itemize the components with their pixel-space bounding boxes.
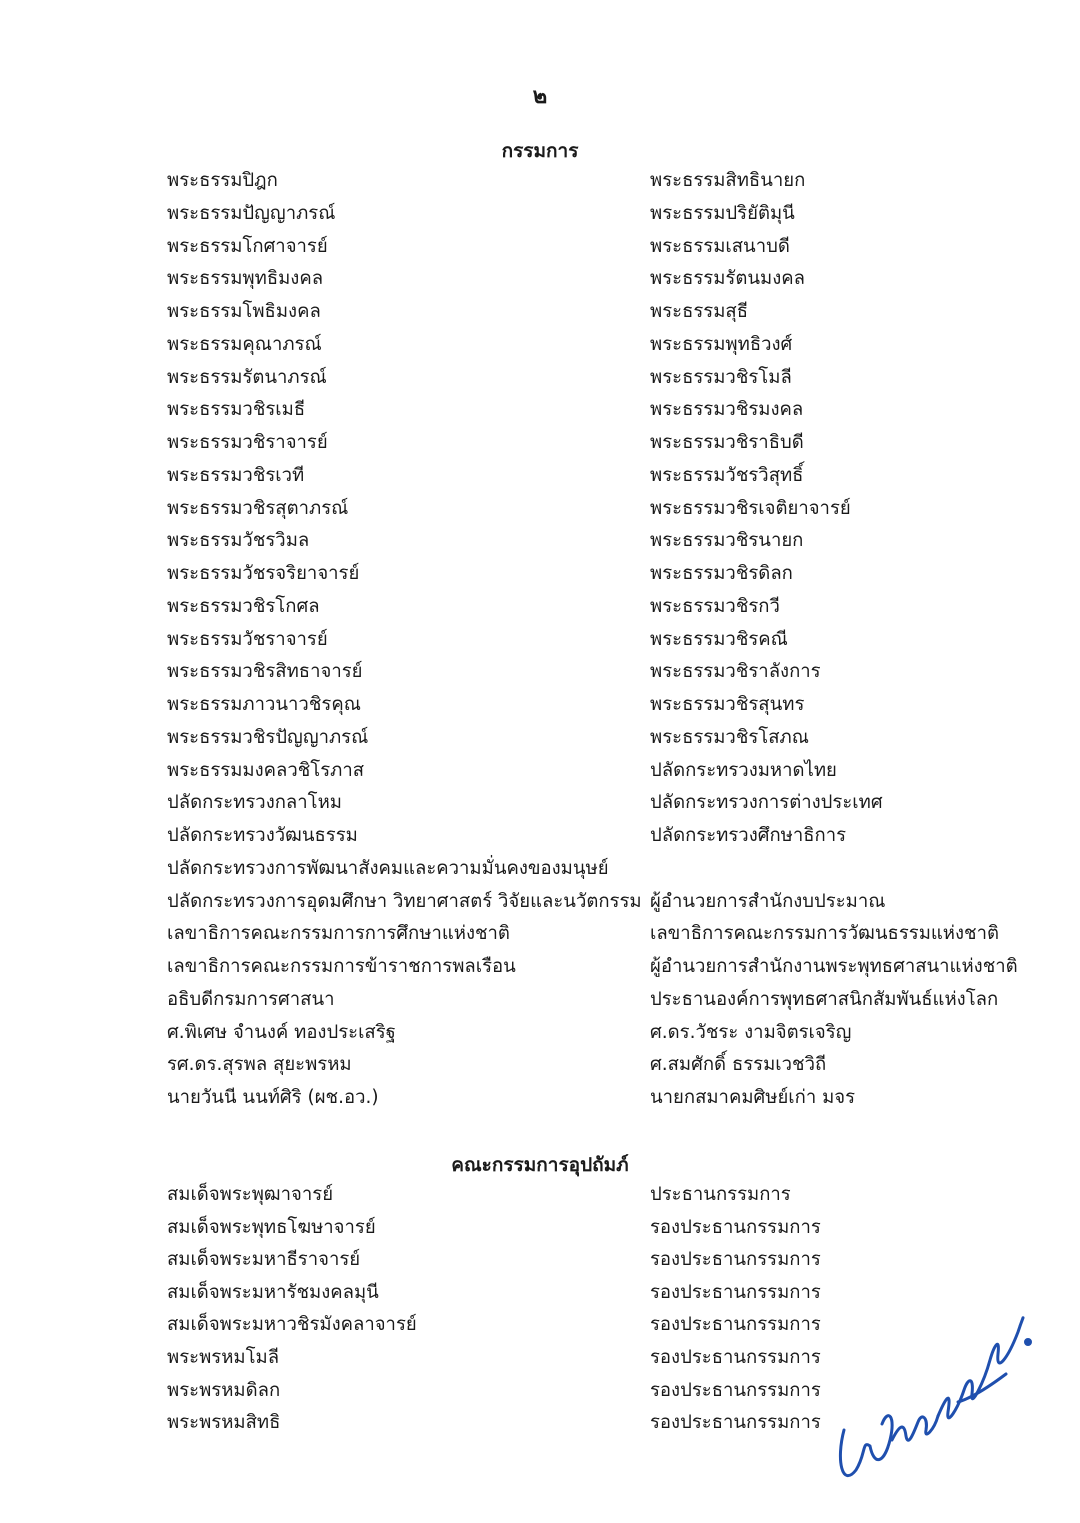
member-name: พระธรรมโกศาจารย์ [167, 235, 328, 257]
member-name: พระธรรมวชิรกวี [650, 595, 780, 617]
member-name: พระธรรมสุธี [650, 301, 749, 322]
list-row [167, 984, 1047, 1016]
list-row [167, 231, 1047, 263]
member-name: พระธรรมวชิรปัญญาภรณ์ [167, 726, 369, 748]
list-row [167, 886, 1047, 918]
member-name: สมเด็จพระมหารัชมงคลมุนี [167, 1281, 379, 1303]
list-row [167, 1017, 1047, 1049]
member-name: พระธรรมวชิราลังการ [650, 661, 821, 683]
list-row [167, 591, 1047, 623]
member-name: พระธรรมมงคลวชิโรภาส [167, 759, 365, 781]
member-role: รองประธานกรรมการ [650, 1281, 821, 1303]
member-name: พระธรรมวชิราจารย์ [167, 432, 328, 453]
list-row [167, 1082, 1047, 1114]
member-name: สมเด็จพระพุทธโฆษาจารย์ [167, 1216, 376, 1238]
list-row [167, 493, 1047, 525]
member-name: พระธรรมวัชรวิมล [167, 530, 310, 552]
list-row [167, 558, 1047, 590]
member-name: พระธรรมปริยัติมุนี [650, 202, 795, 224]
list-row [167, 1212, 1047, 1244]
member-name: พระธรรมวัชรวิสุทธิ์ [650, 464, 804, 486]
list-row [167, 525, 1047, 557]
member-role: รองประธานกรรมการ [650, 1379, 821, 1401]
member-name: ศ.พิเศษ จำนงค์ ทองประเสริฐ [167, 1021, 396, 1043]
member-role: รองประธานกรรมการ [650, 1216, 821, 1238]
member-name: ปลัดกระทรวงมหาดไทย [650, 759, 837, 781]
list-row [167, 853, 1047, 885]
member-name: พระธรรมวชิรโกศล [167, 595, 320, 617]
member-name: พระพรหมสิทธิ [167, 1412, 281, 1434]
member-role: รองประธานกรรมการ [650, 1412, 821, 1434]
member-name: พระธรรมปัญญาภรณ์ [167, 202, 336, 224]
list-row [167, 394, 1047, 426]
member-name: ศ.ดร.วัชระ งามจิตรเจริญ [650, 1021, 852, 1043]
member-name: พระธรรมรัตนาภรณ์ [167, 366, 327, 388]
member-role: รองประธานกรรมการ [650, 1347, 821, 1368]
member-name: ปลัดกระทรวงการพัฒนาสังคมและความมั่นคงของมนุษย์ [167, 857, 609, 879]
list-row [167, 951, 1047, 983]
member-name: ศ.สมศักดิ์ ธรรมเวชวิถี [650, 1054, 827, 1076]
member-name: พระธรรมพุทธิมงคล [167, 268, 324, 290]
member-name: พระธรรมวชิรเจติยาจารย์ [650, 497, 851, 519]
member-name: พระธรรมสิทธินายก [650, 170, 806, 191]
member-name: พระธรรมวชิรโสภณ [650, 726, 809, 748]
member-name: สมเด็จพระพุฒาจารย์ [167, 1184, 334, 1205]
member-name: ปลัดกระทรวงศึกษาธิการ [650, 825, 847, 846]
list-row [167, 263, 1047, 295]
member-name: ประธานองค์การพุทธศาสนิกสัมพันธ์แห่งโลก [650, 988, 999, 1010]
list-row [167, 918, 1047, 950]
member-name: พระธรรมเสนาบดี [650, 235, 790, 257]
member-name: พระธรรมวชิรคณี [650, 628, 788, 650]
member-name: อธิบดีกรมการศาสนา [167, 988, 335, 1010]
member-name: พระธรรมภาวนาวชิรคุณ [167, 694, 361, 715]
member-name: พระธรรมวชิรนายก [650, 530, 804, 552]
list-row [167, 624, 1047, 656]
member-name: พระธรรมวชิรเมธี [167, 399, 306, 421]
member-name: เลขาธิการคณะกรรมการวัฒนธรรมแห่งชาติ [650, 923, 999, 945]
member-name: พระธรรมวชิรสิทธาจารย์ [167, 661, 363, 683]
list-row [167, 1049, 1047, 1081]
list-row [167, 329, 1047, 361]
member-name: ผู้อำนวยการสำนักงานพระพุทธศาสนาแห่งชาติ [650, 956, 1018, 977]
list-row [167, 427, 1047, 459]
list-row [167, 656, 1047, 688]
list-row [167, 198, 1047, 230]
member-name: นายวันนี นนท์ศิริ (ผช.อว.) [167, 1087, 379, 1108]
member-name: พระธรรมวชิรดิลก [650, 563, 793, 584]
member-name: พระพรหมดิลก [167, 1379, 281, 1401]
member-name: พระธรรมวชิรสุตาภรณ์ [167, 497, 349, 519]
member-name: พระธรรมวัชราจารย์ [167, 628, 328, 650]
list-row [167, 787, 1047, 819]
member-name: สมเด็จพระมหาธีราจารย์ [167, 1249, 361, 1271]
committee-section-title: กรรมการ [501, 140, 579, 162]
member-role: รองประธานกรรมการ [650, 1314, 821, 1336]
list-row [167, 689, 1047, 721]
member-name: พระธรรมรัตนมงคล [650, 268, 805, 290]
handwritten-signature [822, 1290, 1052, 1490]
member-name: พระธรรมวชิรเวที [167, 464, 305, 486]
member-name: พระธรรมวชิรสุนทร [650, 694, 805, 715]
member-name: พระธรรมวชิรมงคล [650, 399, 804, 421]
page-number: ๒ [532, 84, 548, 109]
member-name: ปลัดกระทรวงการต่างประเทศ [650, 792, 883, 814]
member-name: นายกสมาคมศิษย์เก่า มจร [650, 1087, 856, 1108]
member-name: ผู้อำนวยการสำนักงบประมาณ [650, 890, 886, 912]
list-row [167, 755, 1047, 787]
member-name: รศ.ดร.สุรพล สุยะพรหม [167, 1054, 352, 1076]
list-row [167, 362, 1047, 394]
member-name: พระธรรมโพธิมงคล [167, 301, 321, 322]
patrons-section-title: คณะกรรมการอุปถัมภ์ [451, 1154, 629, 1176]
member-name: พระธรรมคุณาภรณ์ [167, 333, 322, 355]
list-row [167, 165, 1047, 197]
member-name: พระธรรมวชิรโมลี [650, 366, 792, 388]
member-role: รองประธานกรรมการ [650, 1249, 821, 1271]
member-name: ปลัดกระทรวงการอุดมศึกษา วิทยาศาสตร์ วิจัยและนวัตกรรม [167, 890, 642, 912]
member-name: ปลัดกระทรวงวัฒนธรรม [167, 825, 358, 846]
member-name: เลขาธิการคณะกรรมการการศึกษาแห่งชาติ [167, 923, 510, 945]
list-row [167, 722, 1047, 754]
list-row [167, 296, 1047, 328]
member-name: พระพรหมโมลี [167, 1347, 280, 1368]
list-row [167, 1244, 1047, 1276]
list-row [167, 1179, 1047, 1211]
list-row [167, 820, 1047, 852]
member-name: พระธรรมปิฎก [167, 170, 278, 191]
member-name: เลขาธิการคณะกรรมการข้าราชการพลเรือน [167, 956, 516, 977]
member-role: ประธานกรรมการ [650, 1184, 791, 1205]
member-name: พระธรรมพุทธิวงศ์ [650, 333, 793, 355]
member-name: ปลัดกระทรวงกลาโหม [167, 792, 342, 814]
member-name: สมเด็จพระมหาวชิรมังคลาจารย์ [167, 1314, 417, 1336]
list-row [167, 460, 1047, 492]
member-name: พระธรรมวัชรจริยาจารย์ [167, 563, 360, 584]
member-name: พระธรรมวชิราธิบดี [650, 432, 804, 453]
